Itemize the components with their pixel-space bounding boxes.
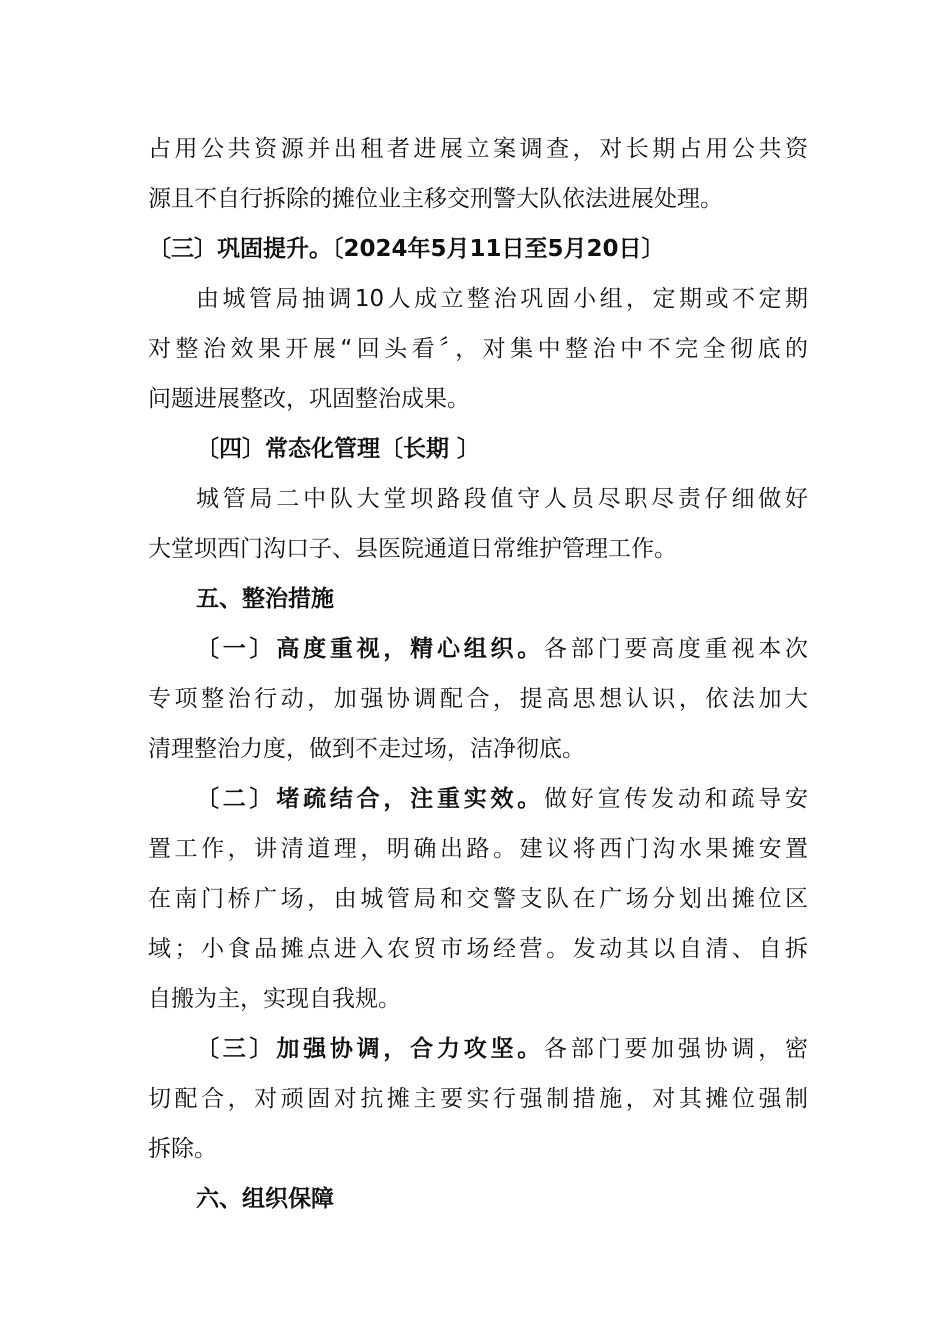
text-line: 源且不自行拆除的摊位业主移交刑警大队依法进展处理。 [148, 186, 723, 212]
text-line: 占用公共资源并出租者进展立案调查，对长期占用公共资 [148, 136, 808, 162]
measure-3-text: 各部门要加强协调，密 [544, 1036, 809, 1062]
measure-1-line [196, 624, 808, 674]
measure-2-text: 做好宣传发动和疏导安 [544, 786, 809, 812]
text-line: 自搬为主，实现自我规。 [148, 986, 401, 1012]
subheading-normalized-management: 〔四〕常态化管理〔长期 〕 [196, 436, 481, 462]
text-line: 切配合，对顽固对抗摊主要实行强制措施，对其摊位强制 [148, 1086, 808, 1112]
text-line: 对整治效果开展“回头看〞，对集中整治中不完全彻底的 [148, 336, 808, 362]
text-line: 在南门桥广场，由城管局和交警支队在广场分划出摊位区 [148, 886, 808, 912]
measure-3-title: 〔三〕加强协调，合力攻坚。 [196, 1036, 545, 1062]
measure-2-title: 〔二〕堵疏结合，注重实效。 [196, 786, 545, 812]
measure-1-title: 〔一〕高度重视，精心组织。 [196, 636, 545, 662]
text-line: 域；小食品摊点进入农贸市场经营。发动其以自清、自拆 [148, 936, 808, 962]
measure-3-line [196, 1024, 808, 1074]
section-heading-organization: 六、组织保障 [196, 1186, 334, 1212]
text-line: 专项整治行动，加强协调配合，提高思想认识，依法加大 [148, 686, 808, 712]
subheading-consolidate: 〔三〕巩固提升。〔2024年5月11日至5月20日〕 [148, 236, 665, 262]
text-line: 置工作，讲清道理，明确出路。建议将西门沟水果摊安置 [148, 836, 808, 862]
section-heading-measures: 五、整治措施 [196, 586, 334, 612]
text-line: 由城管局抽调10人成立整治巩固小组，定期或不定期 [196, 286, 808, 312]
measure-2-line [196, 774, 808, 824]
measure-1-text: 各部门要高度重视本次 [544, 636, 809, 662]
text-line: 拆除。 [148, 1136, 217, 1162]
text-line: 问题进展整改，巩固整治成果。 [148, 386, 470, 412]
text-line: 清理整治力度，做到不走过场，洁净彻底。 [148, 736, 585, 762]
text-line: 大堂坝西门沟口子、县医院通道日常维护管理工作。 [148, 536, 677, 562]
text-line: 城管局二中队大堂坝路段值守人员尽职尽责仔细做好 [196, 486, 808, 512]
